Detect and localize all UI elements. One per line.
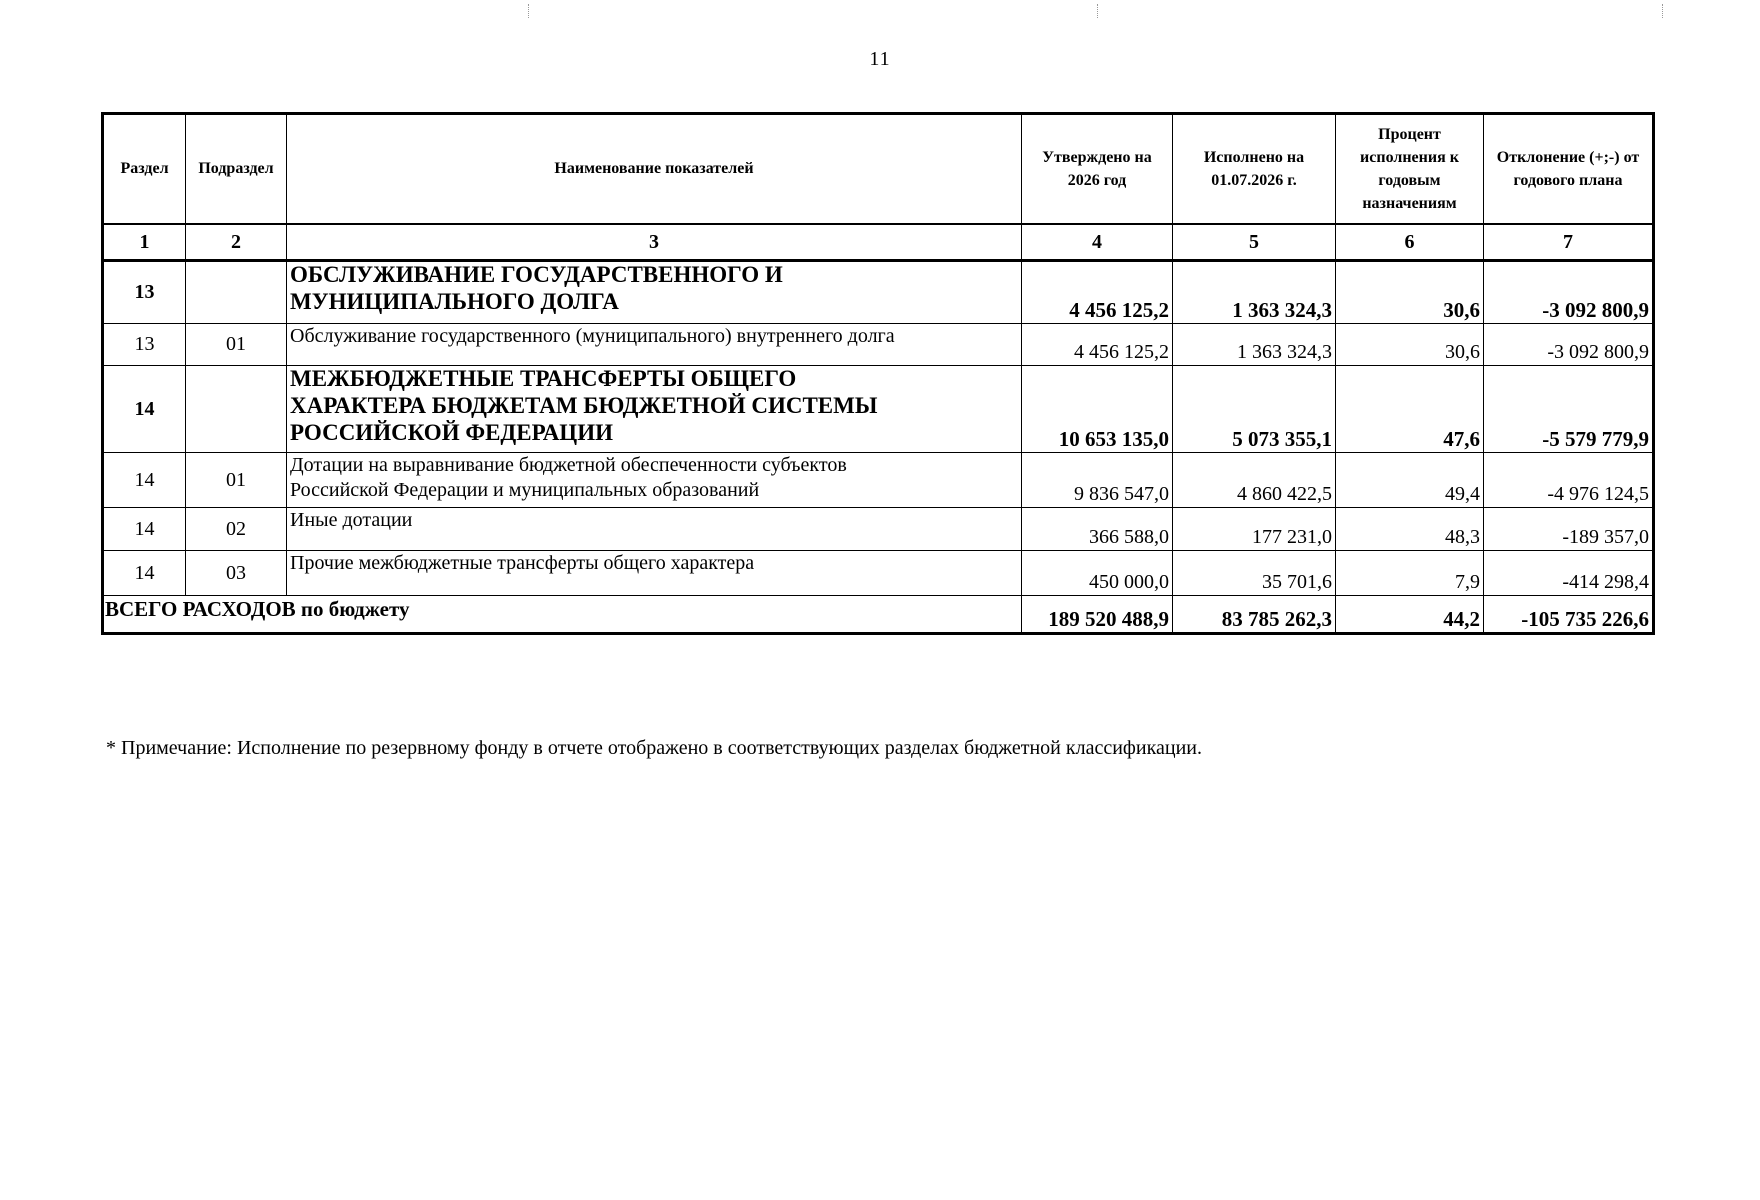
header-percent: Процент исполнения к годовым назначениям [1336,114,1484,225]
percent-value: 47,6 [1336,366,1484,453]
row-name: Иные дотации [287,508,1022,551]
header-row [103,114,1654,225]
total-deviation-value: -105 735 226,6 [1484,596,1654,634]
executed-value: 177 231,0 [1173,508,1336,551]
header-name: Наименование показателей [287,114,1022,225]
total-approved-value: 189 520 488,9 [1022,596,1173,634]
total-label: ВСЕГО РАСХОДОВ по бюджету [103,596,1022,634]
header-section: Раздел [103,114,186,225]
percent-value: 7,9 [1336,551,1484,596]
scan-artifact [1662,4,1665,18]
deviation-value: -189 357,0 [1484,508,1654,551]
section-code: 13 [103,324,186,366]
table-row [103,324,1654,366]
table-row [103,508,1654,551]
section-code: 14 [103,551,186,596]
column-number: 1 [103,224,186,261]
total-percent-value: 44,2 [1336,596,1484,634]
scan-artifact [528,4,531,18]
header-subsection: Подраздел [186,114,287,225]
column-number: 6 [1336,224,1484,261]
subsection-code: 02 [186,508,287,551]
percent-value: 30,6 [1336,261,1484,324]
table-row-section [103,366,1654,453]
approved-value: 4 456 125,2 [1022,324,1173,366]
table-row-total [103,596,1654,634]
row-name: Дотации на выравнивание бюджетной обеспеченности субъектов Российской Федерации и муниципальных образований [287,453,1022,508]
approved-value: 366 588,0 [1022,508,1173,551]
section-code: 13 [103,261,186,324]
deviation-value: -5 579 779,9 [1484,366,1654,453]
budget-table [101,112,1655,635]
approved-value: 4 456 125,2 [1022,261,1173,324]
header-executed: Исполнено на 01.07.2026 г. [1173,114,1336,225]
total-executed-value: 83 785 262,3 [1173,596,1336,634]
deviation-value: -414 298,4 [1484,551,1654,596]
column-number: 3 [287,224,1022,261]
table-row [103,551,1654,596]
subsection-code: 01 [186,324,287,366]
approved-value: 10 653 135,0 [1022,366,1173,453]
section-code: 14 [103,453,186,508]
subsection-code: 03 [186,551,287,596]
footnote: * Примечание: Исполнение по резервному фонду в отчете отображено в соответствующих разделах бюджетной классификации. [106,737,1202,759]
approved-value: 9 836 547,0 [1022,453,1173,508]
executed-value: 4 860 422,5 [1173,453,1336,508]
column-number-row [103,224,1654,261]
row-name: МЕЖБЮДЖЕТНЫЕ ТРАНСФЕРТЫ ОБЩЕГО ХАРАКТЕРА БЮДЖЕТАМ БЮДЖЕТНОЙ СИСТЕМЫ РОССИЙСКОЙ ФЕДЕРАЦИИ [287,366,1022,453]
percent-value: 49,4 [1336,453,1484,508]
subsection-code [186,261,287,324]
section-code: 14 [103,366,186,453]
deviation-value: -4 976 124,5 [1484,453,1654,508]
header-approved: Утверждено на 2026 год [1022,114,1173,225]
row-name: Прочие межбюджетные трансферты общего характера [287,551,1022,596]
column-number: 4 [1022,224,1173,261]
executed-value: 5 073 355,1 [1173,366,1336,453]
percent-value: 30,6 [1336,324,1484,366]
table-row [103,453,1654,508]
row-name: Обслуживание государственного (муниципального) внутреннего долга [287,324,1022,366]
section-code: 14 [103,508,186,551]
executed-value: 1 363 324,3 [1173,261,1336,324]
column-number: 7 [1484,224,1654,261]
deviation-value: -3 092 800,9 [1484,324,1654,366]
column-number: 2 [186,224,287,261]
column-number: 5 [1173,224,1336,261]
percent-value: 48,3 [1336,508,1484,551]
scan-artifact [1097,4,1100,18]
subsection-code: 01 [186,453,287,508]
executed-value: 1 363 324,3 [1173,324,1336,366]
subsection-code [186,366,287,453]
deviation-value: -3 092 800,9 [1484,261,1654,324]
row-name: ОБСЛУЖИВАНИЕ ГОСУДАРСТВЕННОГО И МУНИЦИПАЛЬНОГО ДОЛГА [287,261,1022,324]
executed-value: 35 701,6 [1173,551,1336,596]
header-deviation: Отклонение (+;-) от годового плана [1484,114,1654,225]
page-number: 11 [869,48,891,70]
approved-value: 450 000,0 [1022,551,1173,596]
table-row-section [103,261,1654,324]
